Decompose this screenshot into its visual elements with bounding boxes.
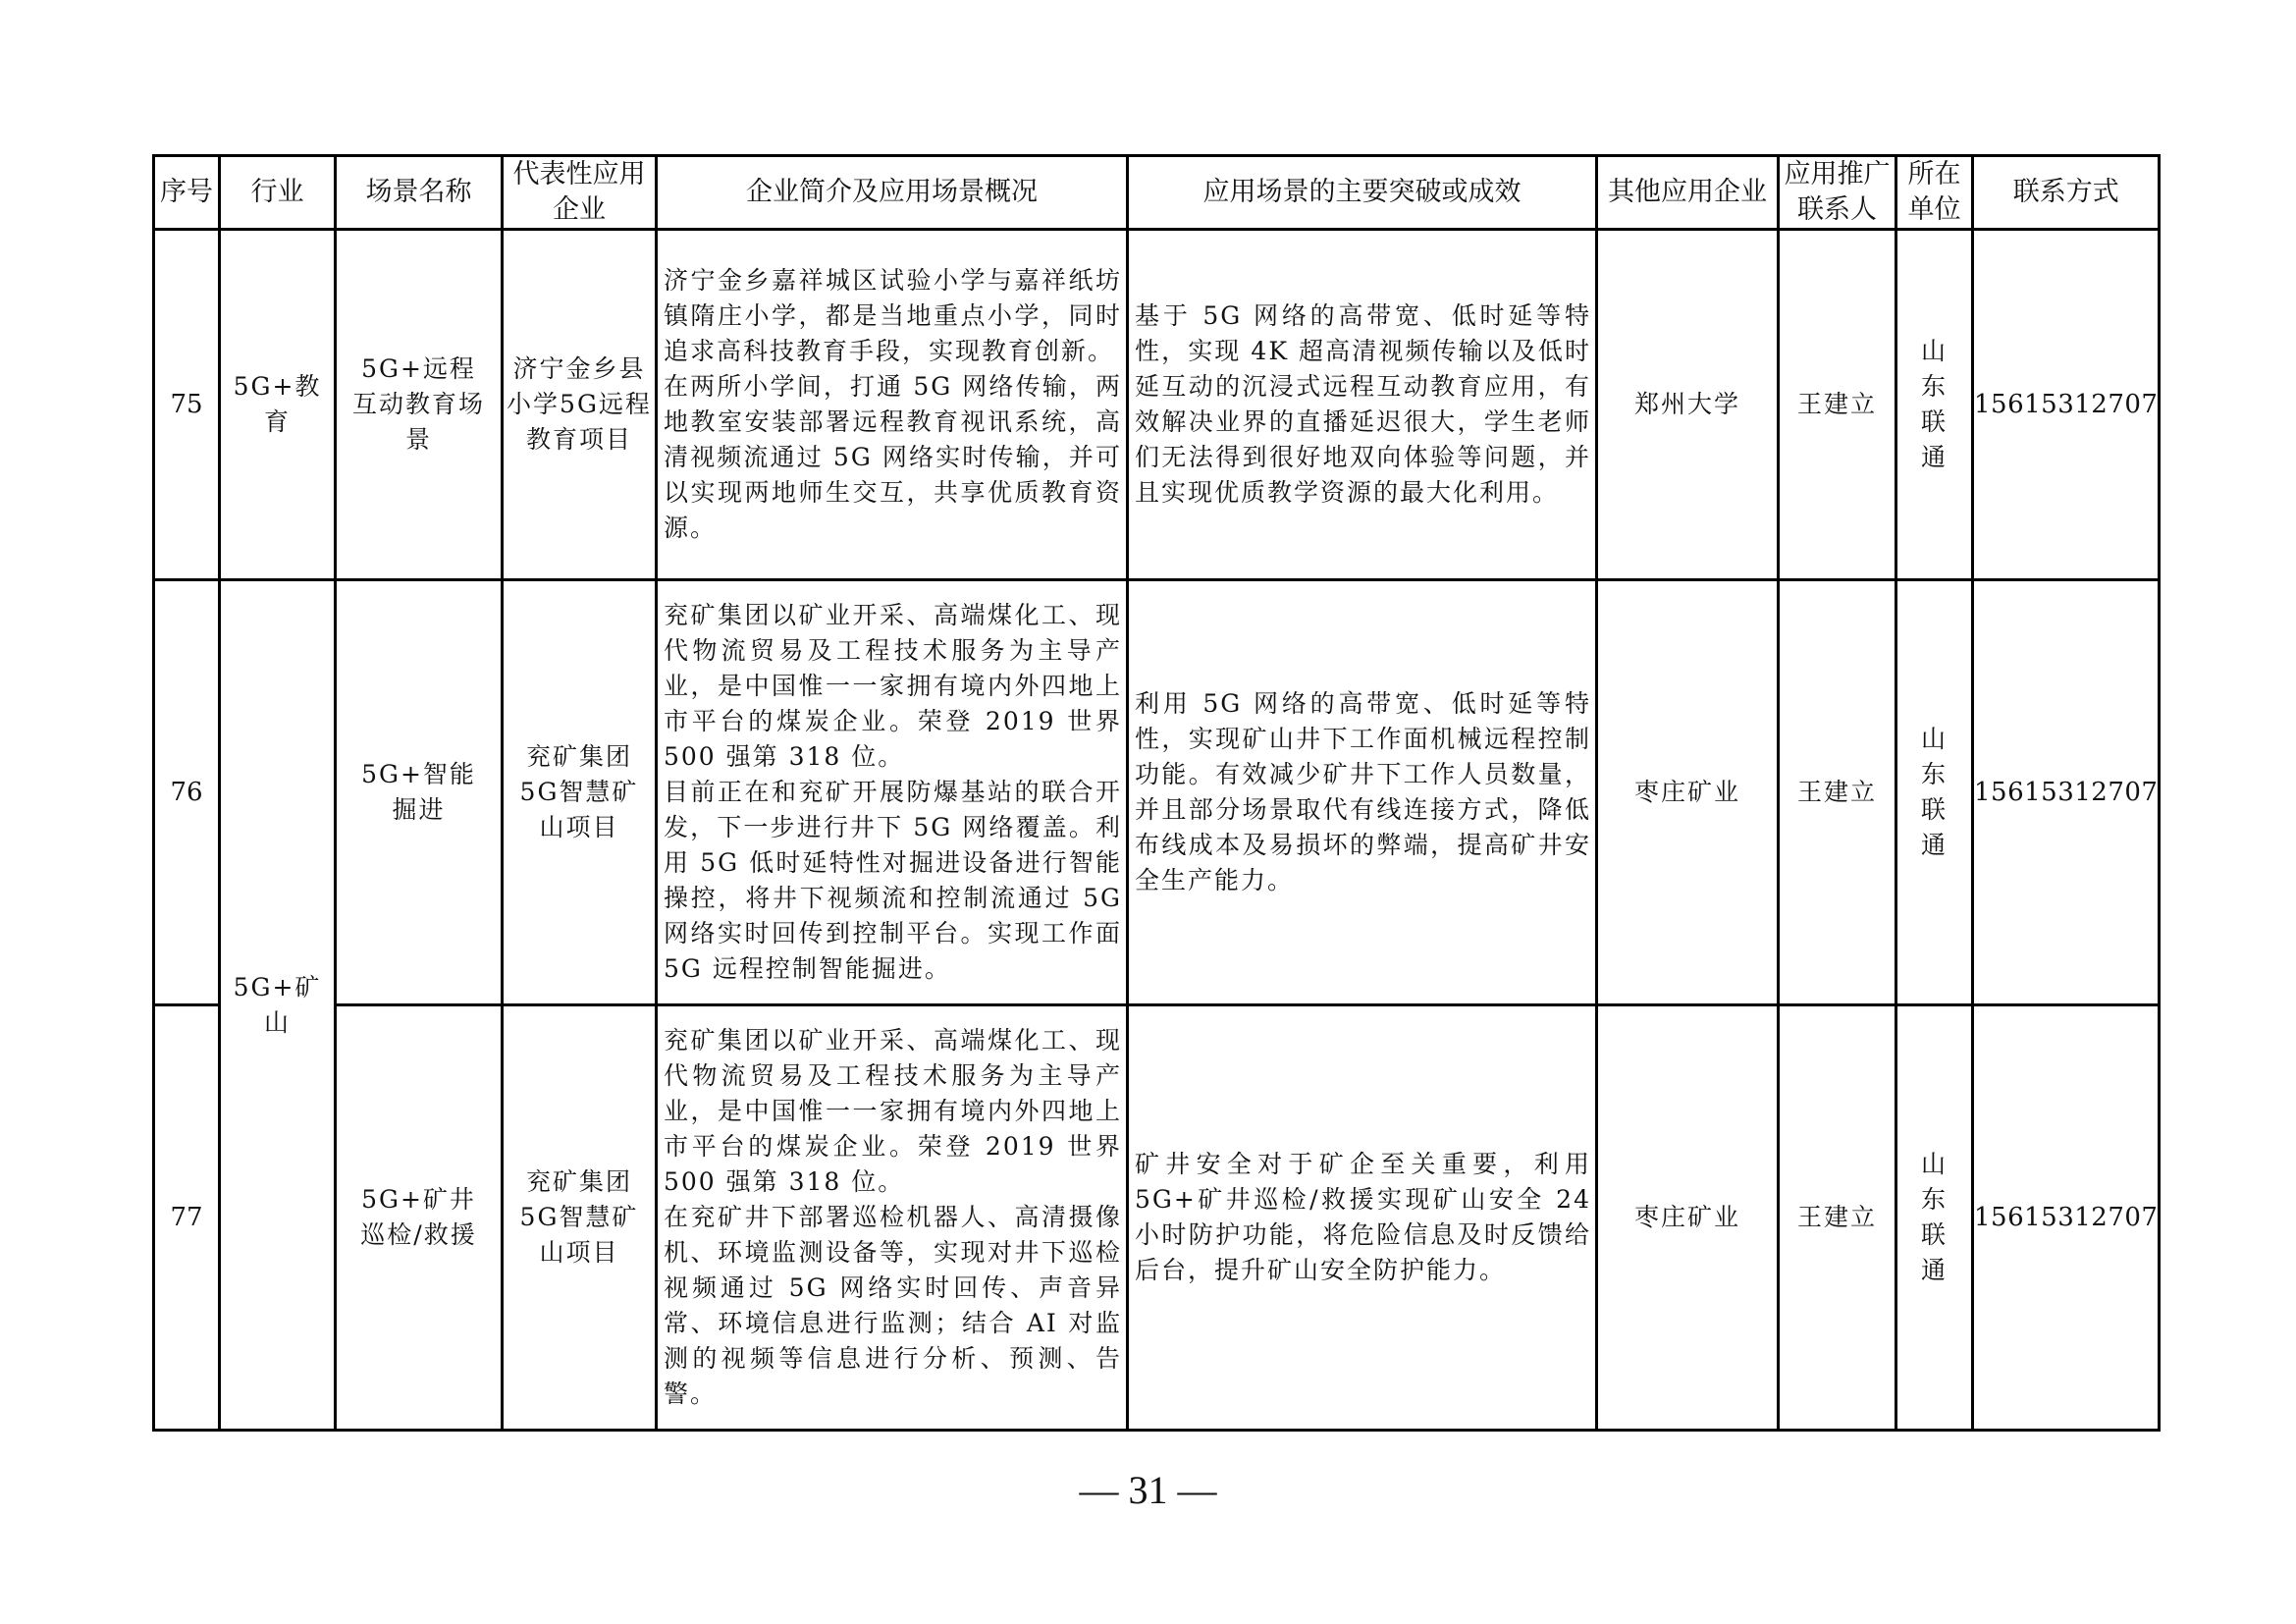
header-contact: 应用推广联系人 [1779, 156, 1896, 230]
table-row [154, 230, 2160, 580]
phone-cell: 15615312707 [1973, 580, 2160, 1005]
scene-cell: 5G+智能掘进 [336, 580, 503, 1005]
company-cell: 兖矿集团5G智慧矿山项目 [503, 580, 657, 1005]
industry-cell: 5G+教育 [220, 230, 336, 580]
header-no: 序号 [154, 156, 220, 230]
result-cell: 矿井安全对于矿企至关重要，利用5G+矿井巡检/救援实现矿山安全 24 小时防护功能，将危险信息及时反馈给后台，提升矿山安全防护能力。 [1128, 1005, 1597, 1431]
table-row [154, 580, 2160, 1005]
header-other-companies: 其他应用企业 [1597, 156, 1779, 230]
contact-cell: 王建立 [1779, 1005, 1896, 1431]
overview-cell [657, 230, 1128, 580]
overview-paragraph: 兖矿集团以矿业开采、高端煤化工、现代物流贸易及工程技术服务为主导产业，是中国惟一一家拥有境内外四地上市平台的煤炭企业。荣登 2019 世界 500 强第 318 位。 [664, 1026, 1122, 1196]
table-header-row [154, 156, 2160, 230]
header-industry: 行业 [220, 156, 336, 230]
industry-cell: 5G+矿山 [220, 580, 336, 1431]
overview-cell [657, 1005, 1128, 1431]
result-cell: 利用 5G 网络的高带宽、低时延等特性，实现矿山井下工作面机械远程控制功能。有效减少矿井下工作人员数量，并且部分场景取代有线连接方式，降低布线成本及易损坏的弊端，提高矿井安全生产能力。 [1128, 580, 1597, 1005]
phone-cell: 15615312707 [1973, 1005, 2160, 1431]
header-unit: 所在单位 [1896, 156, 1973, 230]
header-overview: 企业简介及应用场景概况 [657, 156, 1128, 230]
company-cell: 济宁金乡县小学5G远程教育项目 [503, 230, 657, 580]
header-phone: 联系方式 [1973, 156, 2160, 230]
header-result: 应用场景的主要突破或成效 [1128, 156, 1597, 230]
result-cell: 基于 5G 网络的高带宽、低时延等特性，实现 4K 超高清视频传输以及低时延互动的沉浸式远程互动教育应用，有效解决业界的直播延迟很大，学生老师们无法得到很好地双向体验等问题，并且实现优质教学资源的最大化利用。 [1128, 230, 1597, 580]
contact-cell: 王建立 [1779, 230, 1896, 580]
other-companies-cell: 枣庄矿业 [1597, 1005, 1779, 1431]
overview-paragraph: 济宁金乡嘉祥城区试验小学与嘉祥纸坊镇隋庄小学，都是当地重点小学，同时追求高科技教育手段，实现教育创新。 [664, 266, 1122, 365]
unit-cell: 山东联通 [1896, 1005, 1973, 1431]
row-no: 77 [154, 1005, 220, 1431]
row-no: 75 [154, 230, 220, 580]
header-scene: 场景名称 [336, 156, 503, 230]
scene-cell: 5G+矿井巡检/救援 [336, 1005, 503, 1431]
other-companies-cell: 郑州大学 [1597, 230, 1779, 580]
header-company: 代表性应用企业 [503, 156, 657, 230]
table-row [154, 1005, 2160, 1431]
overview-paragraph: 在兖矿井下部署巡检机器人、高清摄像机、环境监测设备等，实现对井下巡检视频通过 5G 网络实时回传、声音异常、环境信息进行监测；结合 AI 对监测的视频等信息进行分析、预测、告警。 [664, 1203, 1122, 1408]
contact-cell: 王建立 [1779, 580, 1896, 1005]
overview-cell [657, 580, 1128, 1005]
overview-paragraph: 在两所小学间，打通 5G 网络传输，两地教室安装部署远程教育视讯系统，高清视频流通过 5G 网络实时传输，并可以实现两地师生交互，共享优质教育资源。 [664, 372, 1122, 542]
unit-cell: 山东联通 [1896, 580, 1973, 1005]
scenario-table [152, 154, 2161, 1432]
scene-cell: 5G+远程互动教育场景 [336, 230, 503, 580]
row-no: 76 [154, 580, 220, 1005]
overview-paragraph: 目前正在和兖矿开展防爆基站的联合开发，下一步进行井下 5G 网络覆盖。利用 5G 低时延特性对掘进设备进行智能操控，将井下视频流和控制流通过 5G 网络实时回传到控制平台。实现工作面 5G 远程控制智能掘进。 [664, 778, 1122, 983]
other-companies-cell: 枣庄矿业 [1597, 580, 1779, 1005]
phone-cell: 15615312707 [1973, 230, 2160, 580]
unit-cell: 山东联通 [1896, 230, 1973, 580]
company-cell: 兖矿集团5G智慧矿山项目 [503, 1005, 657, 1431]
overview-paragraph: 兖矿集团以矿业开采、高端煤化工、现代物流贸易及工程技术服务为主导产业，是中国惟一一家拥有境内外四地上市平台的煤炭企业。荣登 2019 世界 500 强第 318 位。 [664, 601, 1122, 771]
page-number: — 31 — [1079, 1468, 1217, 1512]
